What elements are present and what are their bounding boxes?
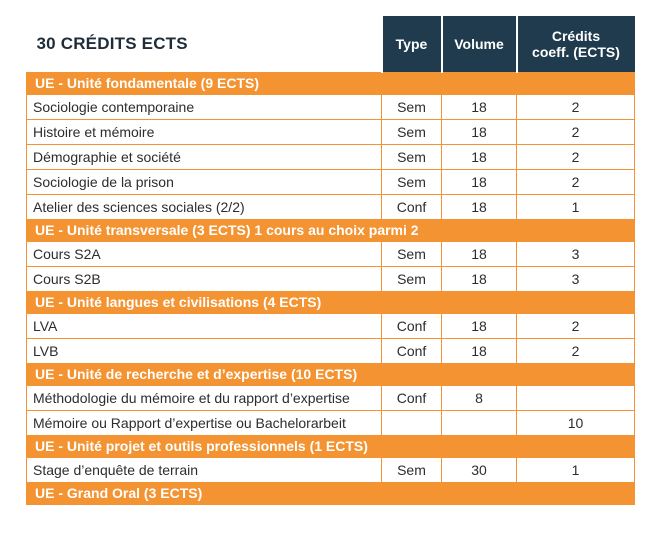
section-row-grand-oral: [27, 482, 635, 504]
course-type: Conf: [382, 194, 442, 219]
course-credits: 2: [517, 94, 635, 119]
course-row: [27, 266, 635, 291]
table-header-row: [27, 16, 635, 72]
course-credits: 3: [517, 241, 635, 266]
course-volume: 18: [442, 144, 517, 169]
course-row: [27, 119, 635, 144]
course-type: Sem: [382, 169, 442, 194]
course-type: Conf: [382, 385, 442, 410]
course-type: Sem: [382, 144, 442, 169]
course-name: Méthodologie du mémoire et du rapport d’expertise: [27, 385, 382, 410]
course-volume: 18: [442, 169, 517, 194]
course-name: Cours S2A: [27, 241, 382, 266]
section-title: UE - Unité de recherche et d’expertise (10 ECTS): [27, 363, 635, 385]
course-credits: 2: [517, 119, 635, 144]
course-volume: [442, 410, 517, 435]
course-name: Sociologie contemporaine: [27, 94, 382, 119]
table-title: 30 CRÉDITS ECTS: [36, 33, 188, 53]
column-header-credits-line2: coeff. (ECTS): [532, 43, 620, 60]
column-header-credits-line1: Crédits: [551, 27, 601, 44]
course-row: [27, 338, 635, 363]
course-name: Cours S2B: [27, 266, 382, 291]
course-row: [27, 313, 635, 338]
course-volume: 18: [442, 119, 517, 144]
column-header-volume: Volume: [442, 16, 517, 72]
course-credits: 1: [517, 457, 635, 482]
course-name: Mémoire ou Rapport d’expertise ou Bachelorarbeit: [27, 410, 382, 435]
course-row: [27, 194, 635, 219]
course-row: [27, 144, 635, 169]
course-volume: 18: [442, 338, 517, 363]
course-credits: 3: [517, 266, 635, 291]
course-volume: 18: [442, 241, 517, 266]
section-row-unite-projet: [27, 435, 635, 457]
section-title: UE - Unité projet et outils professionnels (1 ECTS): [27, 435, 635, 457]
course-volume: 18: [442, 94, 517, 119]
course-name: Histoire et mémoire: [27, 119, 382, 144]
section-title: UE - Grand Oral (3 ECTS): [27, 482, 635, 504]
course-volume: 30: [442, 457, 517, 482]
course-name: LVA: [27, 313, 382, 338]
course-type: Sem: [382, 94, 442, 119]
course-credits: 2: [517, 338, 635, 363]
course-volume: 18: [442, 266, 517, 291]
course-name: Stage d’enquête de terrain: [27, 457, 382, 482]
course-name: LVB: [27, 338, 382, 363]
course-volume: 18: [442, 194, 517, 219]
column-header-type: Type: [382, 16, 442, 72]
course-credits: 2: [517, 313, 635, 338]
course-row: [27, 169, 635, 194]
section-title: UE - Unité transversale (3 ECTS) 1 cours au choix parmi 2: [27, 219, 635, 241]
section-row-unite-fondamentale: [27, 72, 635, 94]
course-credits: 10: [517, 410, 635, 435]
course-row: [27, 241, 635, 266]
course-name: Sociologie de la prison: [27, 169, 382, 194]
course-credits: [517, 385, 635, 410]
course-credits: 1: [517, 194, 635, 219]
course-name: Atelier des sciences sociales (2/2): [27, 194, 382, 219]
course-type: Sem: [382, 266, 442, 291]
course-type: Sem: [382, 241, 442, 266]
section-row-unite-transversale: [27, 219, 635, 241]
course-name: Démographie et société: [27, 144, 382, 169]
course-type: [382, 410, 442, 435]
course-type: Conf: [382, 338, 442, 363]
course-row: [27, 457, 635, 482]
course-row: [27, 385, 635, 410]
ects-credits-table: [26, 16, 635, 505]
section-title: UE - Unité fondamentale (9 ECTS): [27, 72, 635, 94]
course-credits: 2: [517, 169, 635, 194]
section-row-unite-langues: [27, 291, 635, 313]
course-row: [27, 410, 635, 435]
course-credits: 2: [517, 144, 635, 169]
section-row-unite-recherche: [27, 363, 635, 385]
course-type: Conf: [382, 313, 442, 338]
course-volume: 8: [442, 385, 517, 410]
course-row: [27, 94, 635, 119]
course-volume: 18: [442, 313, 517, 338]
course-type: Sem: [382, 457, 442, 482]
section-title: UE - Unité langues et civilisations (4 ECTS): [27, 291, 635, 313]
course-type: Sem: [382, 119, 442, 144]
column-header-credits: [517, 16, 635, 72]
